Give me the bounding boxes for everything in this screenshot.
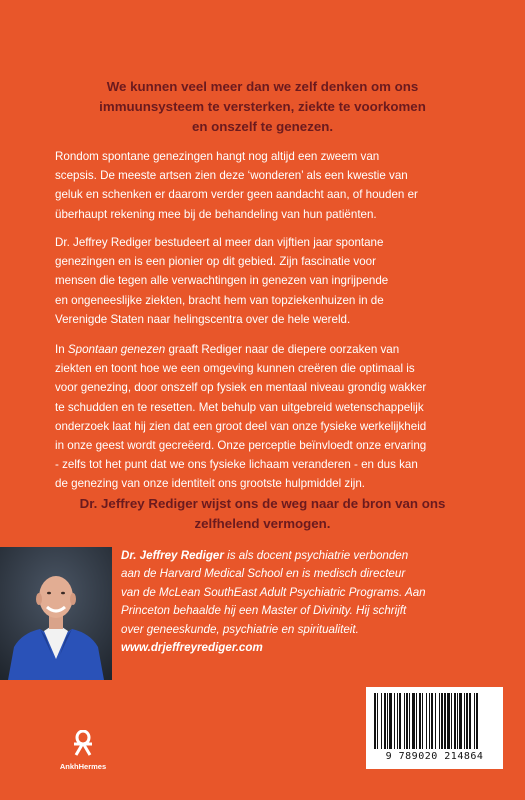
- paragraph-line: de genezing van onze identiteit ons grootste hulpmiddel zijn.: [55, 477, 366, 491]
- barcode-bar: [435, 693, 436, 749]
- barcode-bar: [431, 693, 433, 749]
- paragraph-line: onderzoek laat hij zien dat een groot deel van onze fysieke werkelijkheid: [55, 419, 427, 433]
- lead-line: immuunsysteem te versterken, ziekte te voorkomen: [99, 99, 426, 114]
- lead-tagline: [60, 77, 465, 137]
- author-bio: [121, 547, 521, 657]
- barcode-bar: [474, 693, 475, 749]
- barcode-bar: [426, 693, 427, 749]
- paragraph-line: - zelfs tot het punt dat we ons fysieke lichaam veranderen - en dus kan: [55, 458, 418, 472]
- barcode-bar: [404, 693, 405, 749]
- bio-line: is als docent psychiatrie verbonden: [223, 549, 409, 562]
- paragraph-line: Rondom spontane genezingen hangt nog altijd een zweem van: [55, 150, 380, 163]
- paragraph-line: Dr. Jeffrey Rediger bestudeert al meer dan vijftien jaar spontane: [55, 236, 384, 249]
- barcode-bar: [374, 693, 376, 749]
- ankh-logo-icon: [71, 730, 95, 756]
- lead-line: We kunnen veel meer dan we zelf denken om ons: [106, 79, 419, 94]
- bio-line: van de McLean SouthEast Adult Psychiatric Programs. Aan: [121, 585, 426, 599]
- paragraph-line: te schudden en te resetten. Met behulp van uitgebreid wetenschappelijk: [55, 400, 424, 414]
- paragraph-line: scepsis. De meeste artsen zien deze ‘wonderen’ als een kwestie van: [55, 169, 408, 183]
- publisher-logo: [58, 730, 108, 771]
- barcode-bar: [439, 693, 440, 749]
- barcode-bar: [422, 693, 423, 749]
- publisher-name: AnkhHermes: [59, 762, 107, 771]
- book-summary-paragraph: [55, 340, 480, 494]
- barcode-bar: [447, 693, 450, 749]
- barcode-bar: [466, 693, 468, 749]
- barcode-bar: [419, 693, 421, 749]
- barcode-bar: [384, 693, 386, 749]
- barcode-bar: [454, 693, 456, 749]
- barcode-bar: [429, 693, 430, 749]
- intro-paragraph: [55, 147, 480, 224]
- barcode-bar: [409, 693, 410, 749]
- barcode-bar: [441, 693, 443, 749]
- paragraph-line: graaft Rediger naar de diepere oorzaken van: [165, 343, 400, 356]
- closing-statement: [60, 494, 465, 534]
- barcode-bar: [397, 693, 398, 749]
- closing-line: Dr. Jeffrey Rediger wijst ons de weg naar de bron van ons: [79, 496, 446, 511]
- closing-line: zelfhelend vermogen.: [194, 516, 331, 531]
- isbn-barcode: [366, 687, 503, 769]
- paragraph-line: Verenigde Staten naar helingscentra over de hele wereld.: [55, 312, 351, 326]
- barcode-bar: [389, 693, 392, 749]
- barcode-bar: [416, 693, 417, 749]
- author-name: Dr. Jeffrey Rediger: [121, 549, 224, 562]
- paragraph-line: überhaupt rekening mee bij de behandeling van hun patiënten.: [55, 207, 377, 221]
- barcode-bar: [399, 693, 401, 749]
- paragraph-line: In: [55, 343, 68, 356]
- barcode-bar: [476, 693, 478, 749]
- barcode-bar: [444, 693, 446, 749]
- paragraph-line: in onze geest wordt gecreëerd. Onze perceptie beïnvloedt onze ervaring: [55, 439, 427, 453]
- barcode-bar: [464, 693, 465, 749]
- paragraph-line: voor genezing, door onszelf op fysiek en mentaal niveau grondig wakker: [55, 381, 427, 395]
- lead-line: en onszelf te genezen.: [191, 119, 334, 134]
- barcode-bar: [387, 693, 388, 749]
- bio-line: over geneeskunde, psychiatrie en spiritualiteit.: [121, 622, 359, 636]
- paragraph-line: mensen die tegen alle verwachtingen in genezen van ingrijpende: [55, 274, 389, 288]
- bio-line: Princeton behaalde hij een Master of Divinity. Hij schrijft: [121, 604, 407, 618]
- bio-line: aan de Harvard Medical School en is medisch directeur: [121, 567, 406, 581]
- author-photo: [0, 547, 112, 680]
- barcode-bar: [469, 693, 471, 749]
- author-website-link[interactable]: www.drjeffreyrediger.com: [121, 641, 263, 655]
- paragraph-line: en ongeneeslijke ziekten, bracht hem van topziekenhuizen in de: [55, 293, 384, 307]
- barcode-bar: [459, 693, 462, 749]
- barcode-bar: [406, 693, 408, 749]
- paragraph-line: geluk en schenken er daarom verder geen aandacht aan, of houden er: [55, 188, 418, 202]
- barcode-bar: [457, 693, 458, 749]
- barcode-bar: [377, 693, 378, 749]
- book-title: Spontaan genezen: [67, 343, 166, 356]
- barcode-bar: [381, 693, 382, 749]
- barcode-bar: [412, 693, 415, 749]
- barcode-bar: [394, 693, 395, 749]
- barcode-bar: [451, 693, 452, 749]
- paragraph-line: ziekten en toont hoe we een omgeving kunnen creëren die optimaal is: [55, 362, 415, 376]
- paragraph-line: genezingen en is een pionier op dit gebied. Zijn fascinatie voor: [55, 255, 376, 269]
- isbn-number: 9 789020 214864: [385, 751, 484, 762]
- author-portrait-icon: [0, 547, 112, 680]
- author-research-paragraph: [55, 233, 480, 329]
